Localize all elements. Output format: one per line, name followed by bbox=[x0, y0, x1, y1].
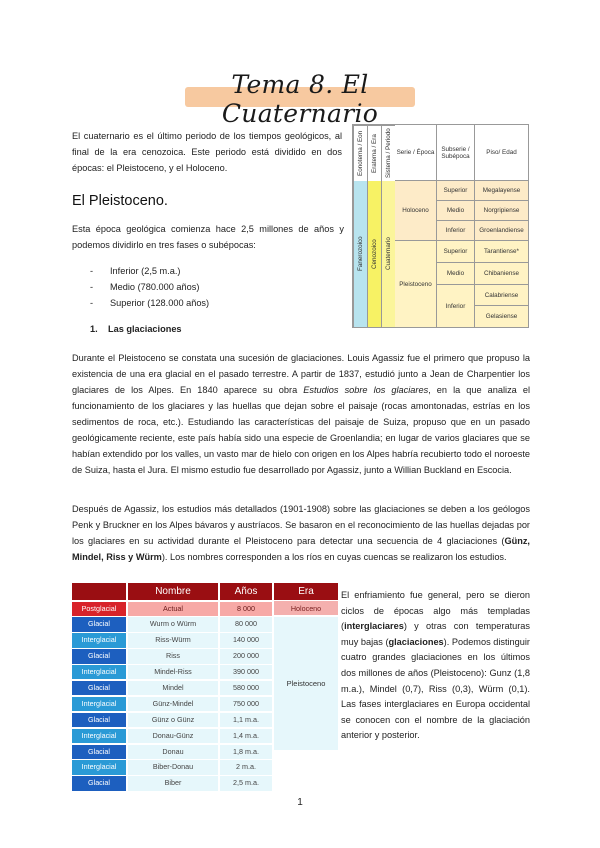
row-years: 390 000 bbox=[220, 665, 272, 679]
pleistoceno-era-cell: Pleistoceno bbox=[274, 617, 338, 750]
row-years: 1,1 m.a. bbox=[220, 713, 272, 727]
header-system: Sistema / Periodo bbox=[381, 125, 395, 181]
holoceno-era-cell: Holoceno bbox=[274, 601, 338, 615]
header-era: Eratema / Era bbox=[367, 125, 381, 181]
holo-stage: Norgripiense bbox=[475, 201, 528, 221]
row-name: Riss-Würm bbox=[128, 633, 218, 647]
side-paragraph: El enfriamiento fue general, pero se dieron ciclos de épocas algo más templadas (interglaciares) y otras con temperaturas muy bajas (glaciaciones). Podemos distinguir cuatro grandes glaciaciones en los últimos dos millones de años (Pleistoceno): Gunz (1,8 m.a.), Mindel (0,7), Riss (0,3), Würm (0,1). Las fases interglaciares en Europa occidental se conocen con el nombre de la glaciación anterior y posterior. bbox=[341, 590, 530, 741]
row-type: Glacial bbox=[72, 776, 126, 790]
row-years: 750 000 bbox=[220, 697, 272, 711]
penk-paragraph: Después de Agassiz, los estudios más detallados (1901-1908) sobre las glaciaciones se deben a los geólogos Penk y Bruckner en los Alpes bávaros y austríacos. Se basaron en el reconocimiento de las huellas dejadas por los glaciares en su actividad durante el Pleistoceno para detectar una secuencia de 4 glaciaciones (Günz, Mindel, Riss y Würm). Los nombres corresponden a los ríos en cuyas cuencas se realizaron los estudios. bbox=[72, 504, 530, 562]
row-years: 8 000 bbox=[220, 602, 272, 616]
pleis-sub: Superior bbox=[437, 241, 475, 263]
pleis-sub: Medio bbox=[437, 263, 475, 285]
list-item: - Superior (128.000 años) bbox=[90, 298, 210, 308]
table-header: Nombre Años Era bbox=[72, 583, 338, 600]
holoceno-cell: Holoceno bbox=[395, 181, 437, 241]
row-name: Donau-Günz bbox=[128, 729, 218, 743]
row-type: Interglacial bbox=[72, 729, 126, 743]
page-number: 1 bbox=[297, 797, 303, 808]
row-type: Glacial bbox=[72, 745, 126, 759]
pleistoceno-paragraph: Esta época geológica comienza hace 2,5 millones de años y podemos dividirlo en tres fases o subépocas: bbox=[72, 224, 344, 250]
row-name: Günz o Günz bbox=[128, 713, 218, 727]
holo-stage: Groenlandiense bbox=[475, 221, 528, 241]
pleistoceno-heading: El Pleistoceno. bbox=[72, 193, 168, 209]
row-name: Mindel-Riss bbox=[128, 665, 218, 679]
header-stage: Piso/ Edad bbox=[475, 125, 528, 181]
page-title: Tema 8. El Cuaternario bbox=[221, 70, 379, 128]
row-name: Günz-Mindel bbox=[128, 697, 218, 711]
row-type: Glacial bbox=[72, 713, 126, 727]
row-years: 140 000 bbox=[220, 633, 272, 647]
header-eon: Eonotema / Eon bbox=[353, 125, 367, 181]
row-name: Mindel bbox=[128, 681, 218, 695]
system-cell: Cuaternario bbox=[381, 181, 395, 327]
section-heading-glaciaciones: 1. Las glaciaciones bbox=[90, 324, 182, 334]
row-type: Interglacial bbox=[72, 665, 126, 679]
table-row bbox=[72, 776, 338, 790]
row-type: Glacial bbox=[72, 649, 126, 663]
table-row bbox=[72, 760, 338, 774]
holo-sub: Medio bbox=[437, 201, 475, 221]
title-block bbox=[185, 70, 415, 128]
row-type: Interglacial bbox=[72, 633, 126, 647]
pleis-stage: Calabriense bbox=[475, 285, 528, 306]
list-item: - Inferior (2,5 m.a.) bbox=[90, 266, 181, 276]
era-cell: Cenozoico bbox=[367, 181, 381, 327]
subepoch-list bbox=[90, 263, 209, 311]
row-years: 2 m.a. bbox=[220, 760, 272, 774]
row-name: Donau bbox=[128, 745, 218, 759]
row-name: Biber bbox=[128, 776, 218, 790]
row-type: Glacial bbox=[72, 681, 126, 695]
pleis-stage: Tarantiense* bbox=[475, 241, 528, 263]
row-type: Glacial bbox=[72, 617, 126, 631]
row-name: Actual bbox=[128, 602, 218, 616]
row-years: 2,5 m.a. bbox=[220, 776, 272, 790]
eon-cell: Fanerozoico bbox=[353, 181, 367, 327]
list-item: - Medio (780.000 años) bbox=[90, 282, 200, 292]
pleistoceno-cell: Pleistoceno bbox=[395, 241, 437, 327]
agassiz-paragraph: Durante el Pleistoceno se constata una sucesión de glaciaciones. Louis Agassiz fue el primero que propuso la existencia de una era glacial en el pasado terrestre. A partir de 1837, estudió junto a Jean de Charpentier los glaciares de los Alpes. En 1840 aparece su obra Estudios sobre los glaciares, en la que analiza el funcionamiento de los glaciares y las huellas que dejan sobre el paisaje (rocas amontonadas, estrías en los sedimentos de roca, etc.). Estudiando las características del paisaje de Suiza, propuso que en un pasado geológicamente reciente, este país había sido una especie de Groenlandia; en lugar de varios glaciares que se habían extendido por los valles, un vasto mar de hielo con origen en los Alpes habría recubierto todo el noroeste de Suiza, hasta el Jura. El mismo estudio fue desarrollado por Agassiz, junto a Willian Buckland en Escocia. bbox=[72, 353, 530, 475]
row-name: Wurm o Würm bbox=[128, 617, 218, 631]
pleis-stage: Gelasiense bbox=[475, 306, 528, 327]
holo-sub: Inferior bbox=[437, 221, 475, 241]
pleis-sub: Inferior bbox=[437, 285, 475, 327]
header-subseries: Subserie / Subépoca bbox=[437, 125, 475, 181]
holo-sub: Superior bbox=[437, 181, 475, 201]
row-type: Interglacial bbox=[72, 760, 126, 774]
row-years: 580 000 bbox=[220, 681, 272, 695]
row-name: Riss bbox=[128, 649, 218, 663]
pleis-stage: Chibaniense bbox=[475, 263, 528, 285]
geologic-table bbox=[352, 124, 529, 328]
row-years: 80 000 bbox=[220, 617, 272, 631]
row-years: 1,8 m.a. bbox=[220, 745, 272, 759]
row-type: Interglacial bbox=[72, 697, 126, 711]
glaciations-table bbox=[72, 583, 338, 791]
row-years: 1,4 m.a. bbox=[220, 729, 272, 743]
intro-paragraph: El cuaternario es el último periodo de los tiempos geológicos, al final de la era cenozoica. Este periodo está dividido en dos épocas: el Pleistoceno, y el Holoceno. bbox=[72, 131, 342, 173]
row-years: 200 000 bbox=[220, 649, 272, 663]
header-series: Serie / Época bbox=[395, 125, 437, 181]
row-type: Postglacial bbox=[72, 602, 126, 616]
row-name: Biber-Donau bbox=[128, 760, 218, 774]
holo-stage: Megalayense bbox=[475, 181, 528, 201]
